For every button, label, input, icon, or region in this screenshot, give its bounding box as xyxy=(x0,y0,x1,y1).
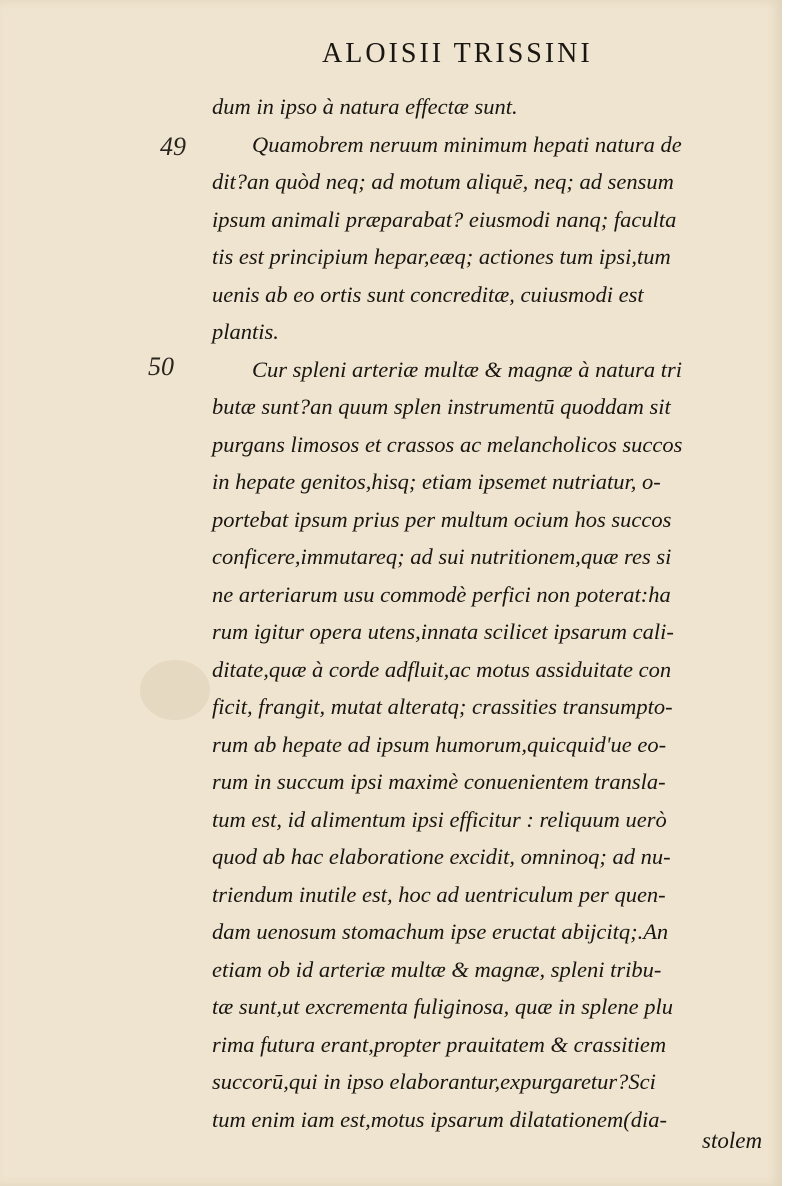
text-line: Cur spleni arteriæ multæ & magnæ à natura tri xyxy=(252,356,683,382)
text-line: Quamobrem neruum minimum hepati natura de xyxy=(252,131,682,157)
text-line: uenis ab eo ortis sunt concreditæ, cuiusmodi est xyxy=(212,281,644,307)
page-edge xyxy=(782,0,800,1186)
text-line: rum in succum ipsi maximè conuenientem transla- xyxy=(212,769,666,794)
text-line: conficere,immutareq; ad sui nutritionem,quæ res si xyxy=(212,544,672,569)
text-line: ne arteriarum usu commodè perfici non poterat:ha xyxy=(212,581,671,607)
text-line: triendum inutile est, hoc ad uentriculum per quen- xyxy=(212,881,666,907)
margin-number-50: 50 xyxy=(148,352,174,381)
margin-number-49: 49 xyxy=(160,132,186,161)
text-line: in hepate genitos,hisq; etiam ipsemet nutriatur, o- xyxy=(212,469,661,494)
text-line: purgans limosos et crassos ac melancholicos succos xyxy=(212,431,683,457)
text-line: tum enim iam est,motus ipsarum dilatationem(dia- xyxy=(212,1106,667,1132)
text-line: tæ sunt,ut excrementa fuliginosa, quæ in splene plu xyxy=(212,994,673,1019)
text-line: rima futura erant,propter prauitatem & crassitiem xyxy=(212,1031,667,1057)
text-line: rum igitur opera utens,innata scilicet ipsarum cali- xyxy=(212,619,674,644)
text-line: portebat ipsum prius per multum ocium hos succos xyxy=(212,506,672,532)
text-line: quod ab hac elaboratione excidit, omninoq; ad nu- xyxy=(212,844,671,869)
text-line: rum ab hepate ad ipsum humorum,quicquid'ue eo- xyxy=(212,731,667,757)
text-line: tis est principium hepar,eæq; actiones tum ipsi,tum xyxy=(212,244,671,269)
text-line: butæ sunt?an quum splen instrumentū quoddam sit xyxy=(212,394,671,419)
text-line: ipsum animali præparabat? eiusmodi nanq; faculta xyxy=(212,206,677,232)
text-line: ficit, frangit, mutat alteratq; crassities transumpto- xyxy=(212,694,673,719)
running-head: ALOISII TRISSINI xyxy=(322,38,593,69)
text-line: etiam ob id arteriæ multæ & magnæ, spleni tribu- xyxy=(212,956,662,982)
paper-stain xyxy=(140,660,210,720)
text-line: plantis. xyxy=(212,319,279,344)
text-line: dam uenosum stomachum ipse eructat abijcitq;.An xyxy=(212,919,669,944)
text-line: dum in ipso à natura effectæ sunt. xyxy=(212,94,518,119)
text-line: ditate,quæ à corde adfluit,ac motus assiduitate con xyxy=(212,656,672,682)
body-text xyxy=(212,88,772,1138)
catchword: stolem xyxy=(702,1128,763,1153)
text-line: tum est, id alimentum ipsi efficitur : reliquum uerò xyxy=(212,806,667,832)
text-line: dit?an quòd neq; ad motum aliquē, neq; ad sensum xyxy=(212,169,674,194)
text-line: succorū,qui in ipso elaborantur,expurgaretur?Sci xyxy=(212,1069,656,1094)
